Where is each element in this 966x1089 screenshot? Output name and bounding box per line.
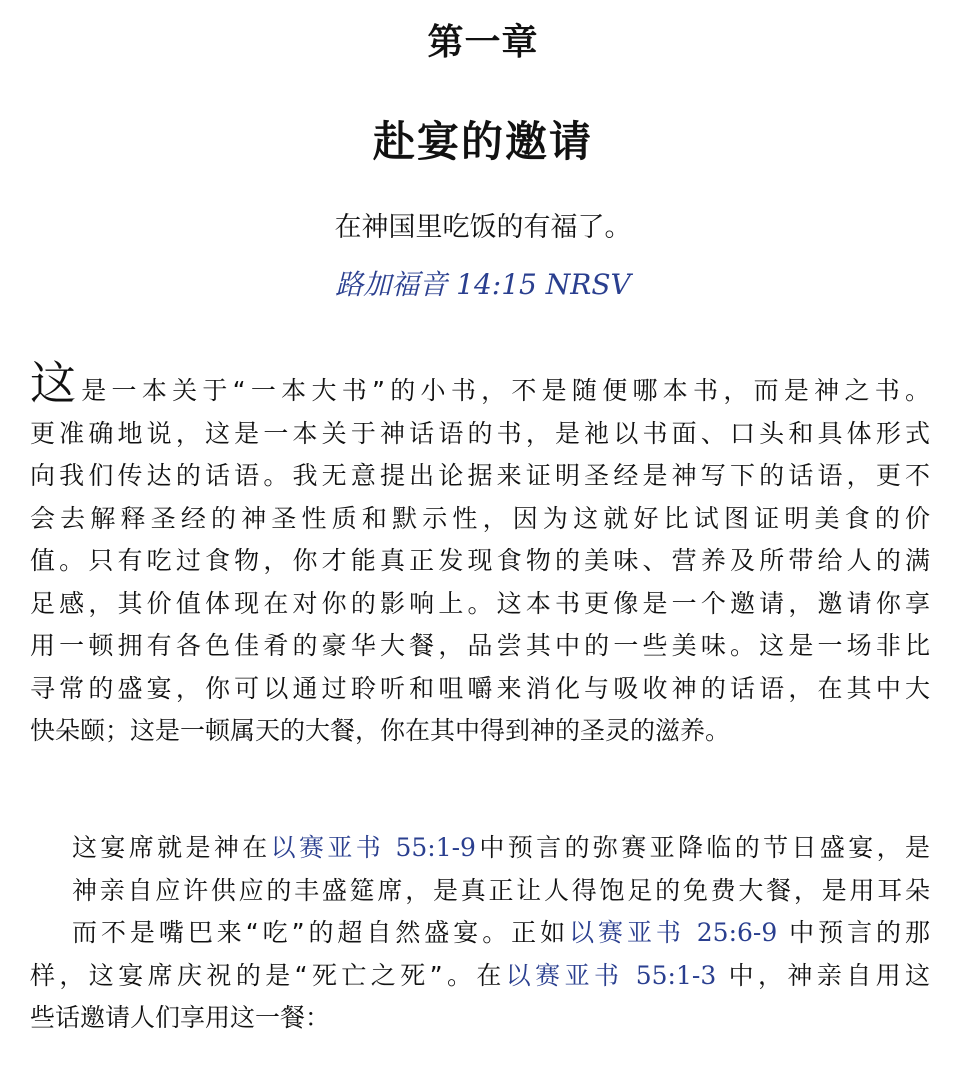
paragraph-intro-line: 足感，其价值体现在对你的影响上。这本书更像是一个邀请，邀请你享 (30, 588, 930, 618)
paragraph-feast-line: 神亲自应许供应的丰盛筵席，是真正让人得饱足的免费大餐，是用耳朵 (72, 875, 930, 905)
scripture-link-book: 以赛亚书 (569, 918, 697, 947)
text-segment: 这宴席就是神在 (72, 833, 271, 862)
paragraph-intro-line: 用一顿拥有各色佳肴的豪华大餐，品尝其中的一些美味。这是一场非比 (30, 631, 930, 660)
paragraph-feast (30, 827, 930, 1040)
paragraph-feast-line: 些话邀请人们享用这一餐： (30, 1003, 331, 1032)
epigraph-reference-link[interactable]: 路加福音 14:15 NRSV (335, 268, 631, 301)
epigraph-quote: 在神国里吃饭的有福了。 (334, 212, 632, 243)
paragraph-feast-line (30, 912, 930, 955)
text-segment: 样，这宴席庆祝的是“死亡之死”。在 (30, 960, 506, 990)
chapter-number: 第一章 (427, 22, 539, 63)
scripture-link-isaiah-55-1-3[interactable] (506, 961, 716, 990)
paragraph-feast-line (30, 827, 930, 870)
paragraph-intro-line: 寻常的盛宴，你可以通过聆听和咀嚼来消化与吸收神的话语，在其中大 (30, 673, 930, 703)
text-segment: 中预言的弥赛亚降临的节日盛宴，是 (475, 833, 930, 862)
scripture-link-verses: 55:1-3 (635, 960, 717, 990)
scripture-link-verses: 25:6-9 (696, 918, 778, 947)
chapter-title: 赴宴的邀请 (372, 117, 593, 166)
text-segment: 中，神亲自用这 (716, 960, 931, 990)
text-segment: 中预言的那 (777, 918, 930, 947)
paragraph-intro (30, 356, 931, 753)
paragraph-intro-line: 会去解释圣经的神圣性质和默示性，因为这就好比试图证明美食的价 (30, 503, 930, 533)
scripture-link-isaiah-25-6-9[interactable] (569, 918, 777, 947)
paragraph-intro-line: 更准确地说，这是一本关于神话语的书，是祂以书面、口头和具体形式 (30, 418, 930, 448)
paragraph-intro-first-line: 是一本关于“一本大书”的小书，不是随便哪本书，而是神之书。 (81, 376, 931, 405)
paragraph-intro-line: 快朵颐；这是一顿属天的大餐，你在其中得到神的圣灵的滋养。 (30, 716, 731, 745)
drop-cap: 这 (30, 356, 82, 410)
paragraph-intro-line: 向我们传达的话语。我无意提出论据来证明圣经是神写下的话语，更不 (30, 461, 930, 490)
scripture-link-book: 以赛亚书 (270, 833, 396, 862)
paragraph-feast-line (30, 955, 930, 998)
text-segment: 而不是嘴巴来“吃”的超自然盛宴。正如 (72, 918, 570, 947)
scripture-link-verses: 55:1-9 (395, 833, 476, 862)
paragraph-intro-line: 值。只有吃过食物，你才能真正发现食物的美味、营养及所带给人的满 (30, 546, 930, 575)
scripture-link-isaiah-55-1-9[interactable] (271, 833, 476, 862)
scripture-link-book: 以赛亚书 (505, 960, 636, 990)
paragraph-intro-line (30, 356, 931, 413)
